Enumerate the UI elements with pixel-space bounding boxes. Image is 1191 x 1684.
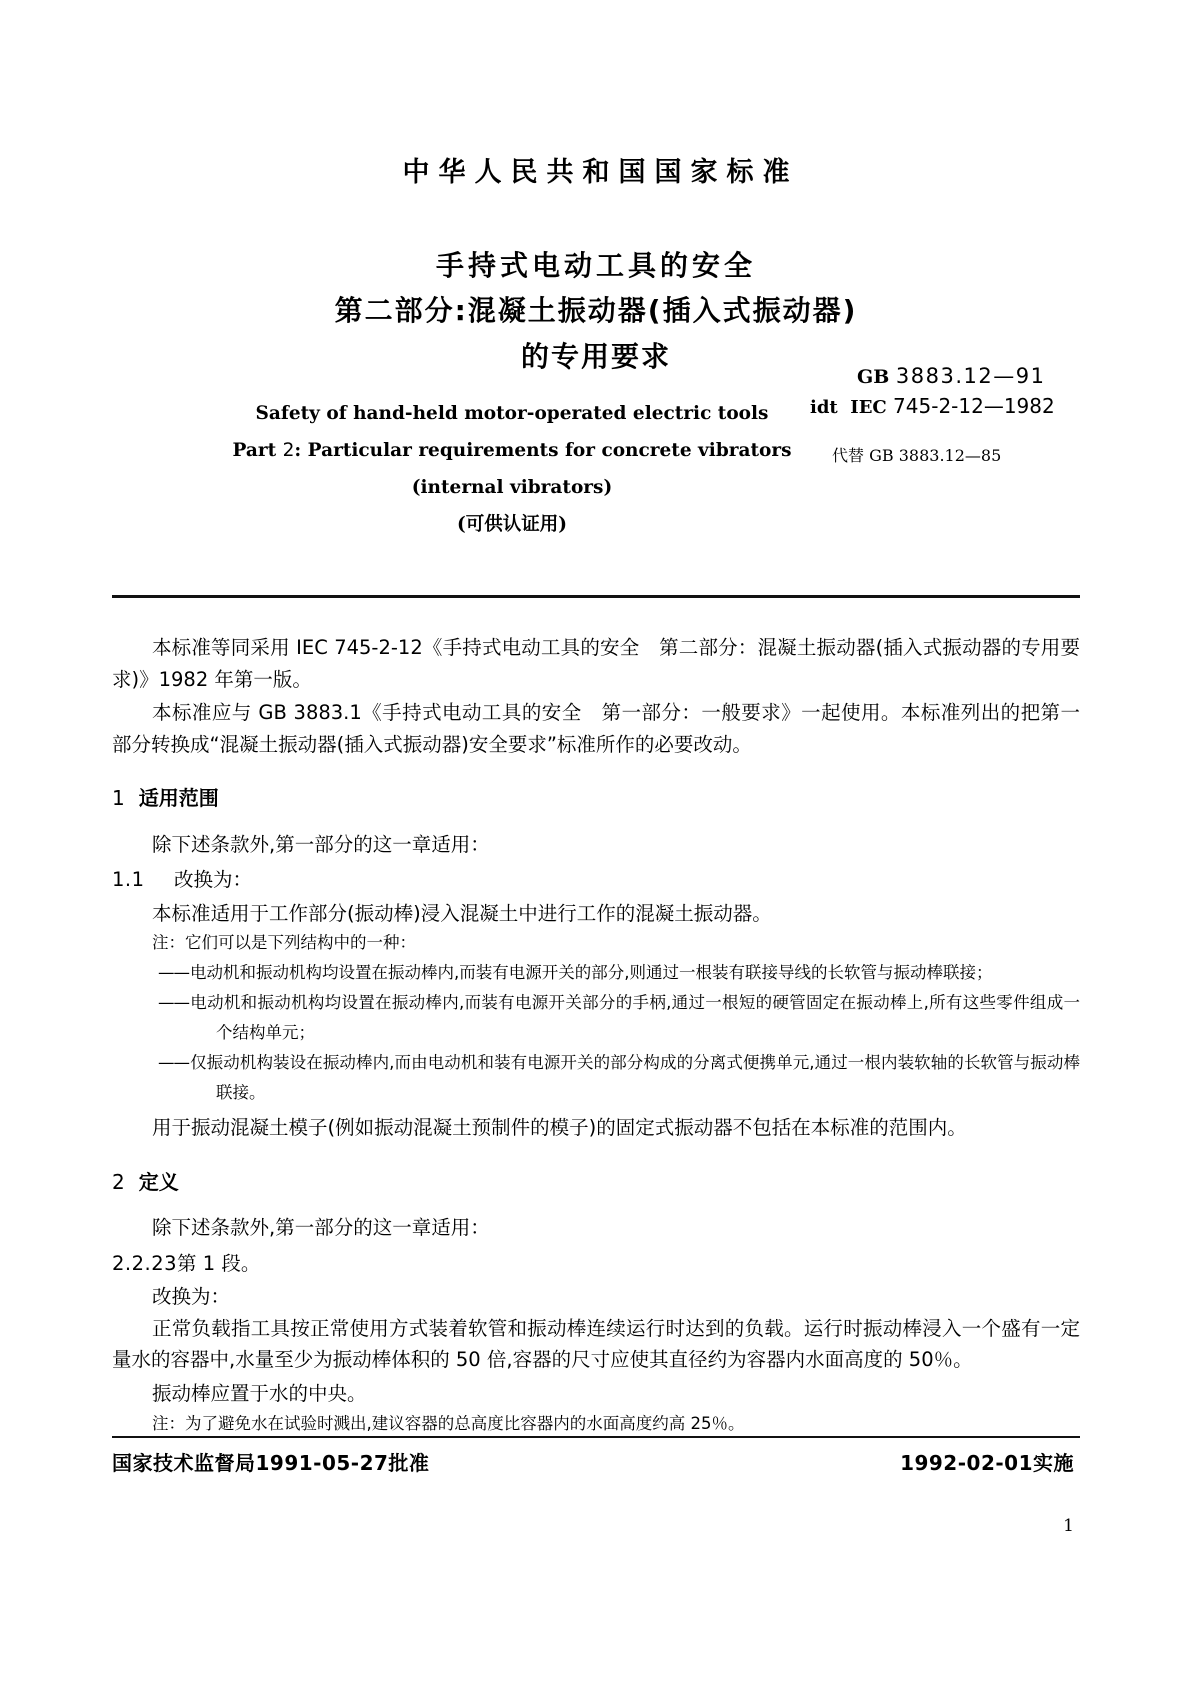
english-title-line-1: Safety of hand-held motor-operated electric tools [255, 403, 769, 425]
list-item [112, 958, 1080, 988]
gb-number: 3883.12—91 [895, 364, 1046, 389]
header-divider [112, 595, 1080, 598]
national-standard-line: 中华人民共和国国家标准 [402, 157, 799, 188]
title-line-3: 的专用要求 [520, 339, 671, 373]
dash-marker: —— [158, 962, 189, 982]
list-item-text: 仅振动机构装设在振动棒内,而由电动机和装有电源开关的部分构成的分离式便携单元,通过一根内装软轴的长软管与振动棒联接。 [190, 1052, 1080, 1102]
intro-paragraph-1: 本标准等同采用 IEC 745-2-12《手持式电动工具的安全 第二部分：混凝土振动器(插入式振动器的专用要求)》1982 年第一版。 [112, 636, 1080, 691]
dash-marker: —— [158, 1052, 189, 1072]
certification-note: (可供认证用) [456, 514, 567, 536]
gb-code-row [810, 361, 1092, 392]
footer-approval: 国家技术监督局1991-05-27批准 [112, 1451, 430, 1475]
footer-row [112, 1447, 1080, 1476]
replaces-row [810, 443, 1092, 466]
section-1-note: 注：它们可以是下列结构中的一种： [152, 932, 416, 952]
idt-code-row [810, 392, 1092, 421]
structure-list [112, 958, 1080, 1108]
clause-2-2-23-text: 第 1 段。 [177, 1251, 261, 1275]
replaces-label: 代替 [832, 445, 865, 465]
section-1-lead: 除下述条款外,第一部分的这一章适用： [152, 832, 490, 856]
english-title-line-2 [112, 432, 912, 469]
list-item [112, 1048, 1080, 1108]
clause-2-2-23 [112, 1248, 1080, 1280]
intro-paragraph-2: 本标准应与 GB 3883.1《手持式电动工具的安全 第一部分：一般要求》一起使用。本标准列出的把第一部分转换成“混凝土振动器(插入式振动器)安全要求”标准所作的必要改动。 [112, 701, 1080, 756]
clause-1-1-number: 1.1 [112, 868, 145, 892]
section-2-lead: 除下述条款外,第一部分的这一章适用： [152, 1215, 490, 1239]
section-1-closing: 用于振动混凝土模子(例如振动混凝土预制件的模子)的固定式振动器不包括在本标准的范围内。 [152, 1115, 967, 1139]
section-2-number: 2 [112, 1169, 125, 1194]
title-line-2: 第二部分:混凝土振动器(插入式振动器) [334, 294, 858, 328]
section-1-number: 1 [112, 786, 125, 811]
iec-number: 745-2-12—1982 [893, 393, 1055, 418]
masthead [112, 0, 1080, 543]
section-1-heading [112, 782, 1080, 814]
english-part-rest: : Particular requirements for concrete vibrators [294, 440, 792, 462]
gb-label: GB [857, 366, 890, 389]
footer-implementation: 1992-02-01实施 [900, 1451, 1074, 1475]
section-1-title: 适用范围 [138, 786, 219, 811]
clause-2-2-23-body-1: 正常负载指工具按正常使用方式装着软管和振动棒连续运行时达到的负载。运行时振动棒浸入一个盛有一定量水的容器中,水量至少为振动棒体积的 50 倍,容器的尺寸应使其直径约为容器内水面高度的 50％。 [112, 1316, 1080, 1372]
list-item-text: 电动机和振动机构均设置在振动棒内,而装有电源开关部分的手柄,通过一根短的硬管固定在振动棒上,所有这些零件组成一个结构单元； [190, 992, 1080, 1042]
iec-label: IEC [850, 396, 887, 418]
title-line-1: 手持式电动工具的安全 [435, 249, 756, 282]
english-part-label: Part [232, 440, 277, 462]
page-number: 1 [1063, 1516, 1074, 1536]
idt-label: idt [810, 396, 838, 418]
standard-code-block [810, 361, 1092, 466]
english-part-number: 2 [282, 440, 295, 462]
clause-1-1 [112, 864, 1080, 896]
replaces-number: GB 3883.12—85 [869, 445, 1002, 465]
section-2-title: 定义 [138, 1169, 179, 1194]
clause-2-2-23-body-2: 振动棒应置于水的中央。 [152, 1381, 367, 1405]
list-item-text: 电动机和振动机构均设置在振动棒内,而装有电源开关的部分,则通过一根装有联接导线的长软管与振动棒联接； [190, 962, 993, 982]
page-sheet [112, 0, 1080, 1684]
list-item [112, 988, 1080, 1048]
clause-1-1-text: 改换为： [174, 868, 253, 892]
page-footer [112, 1436, 1080, 1476]
english-title-line-3: (internal vibrators) [411, 477, 613, 499]
title-lower-row [112, 364, 1080, 543]
clause-2-2-23-number: 2.2.23 [112, 1251, 178, 1275]
section-2-note: 注：为了避免水在试验时溅出,建议容器的总高度比容器内的水面高度约高 25％。 [152, 1414, 745, 1434]
title-block [112, 243, 1080, 379]
document-body [112, 632, 1080, 1438]
footer-divider [112, 1436, 1080, 1438]
clause-1-1-body: 本标准适用于工作部分(振动棒)浸入混凝土中进行工作的混凝土振动器。 [152, 901, 772, 925]
section-2-heading [112, 1166, 1080, 1198]
dash-marker: —— [158, 992, 189, 1012]
clause-2-2-23-replace-label: 改换为： [152, 1285, 231, 1309]
